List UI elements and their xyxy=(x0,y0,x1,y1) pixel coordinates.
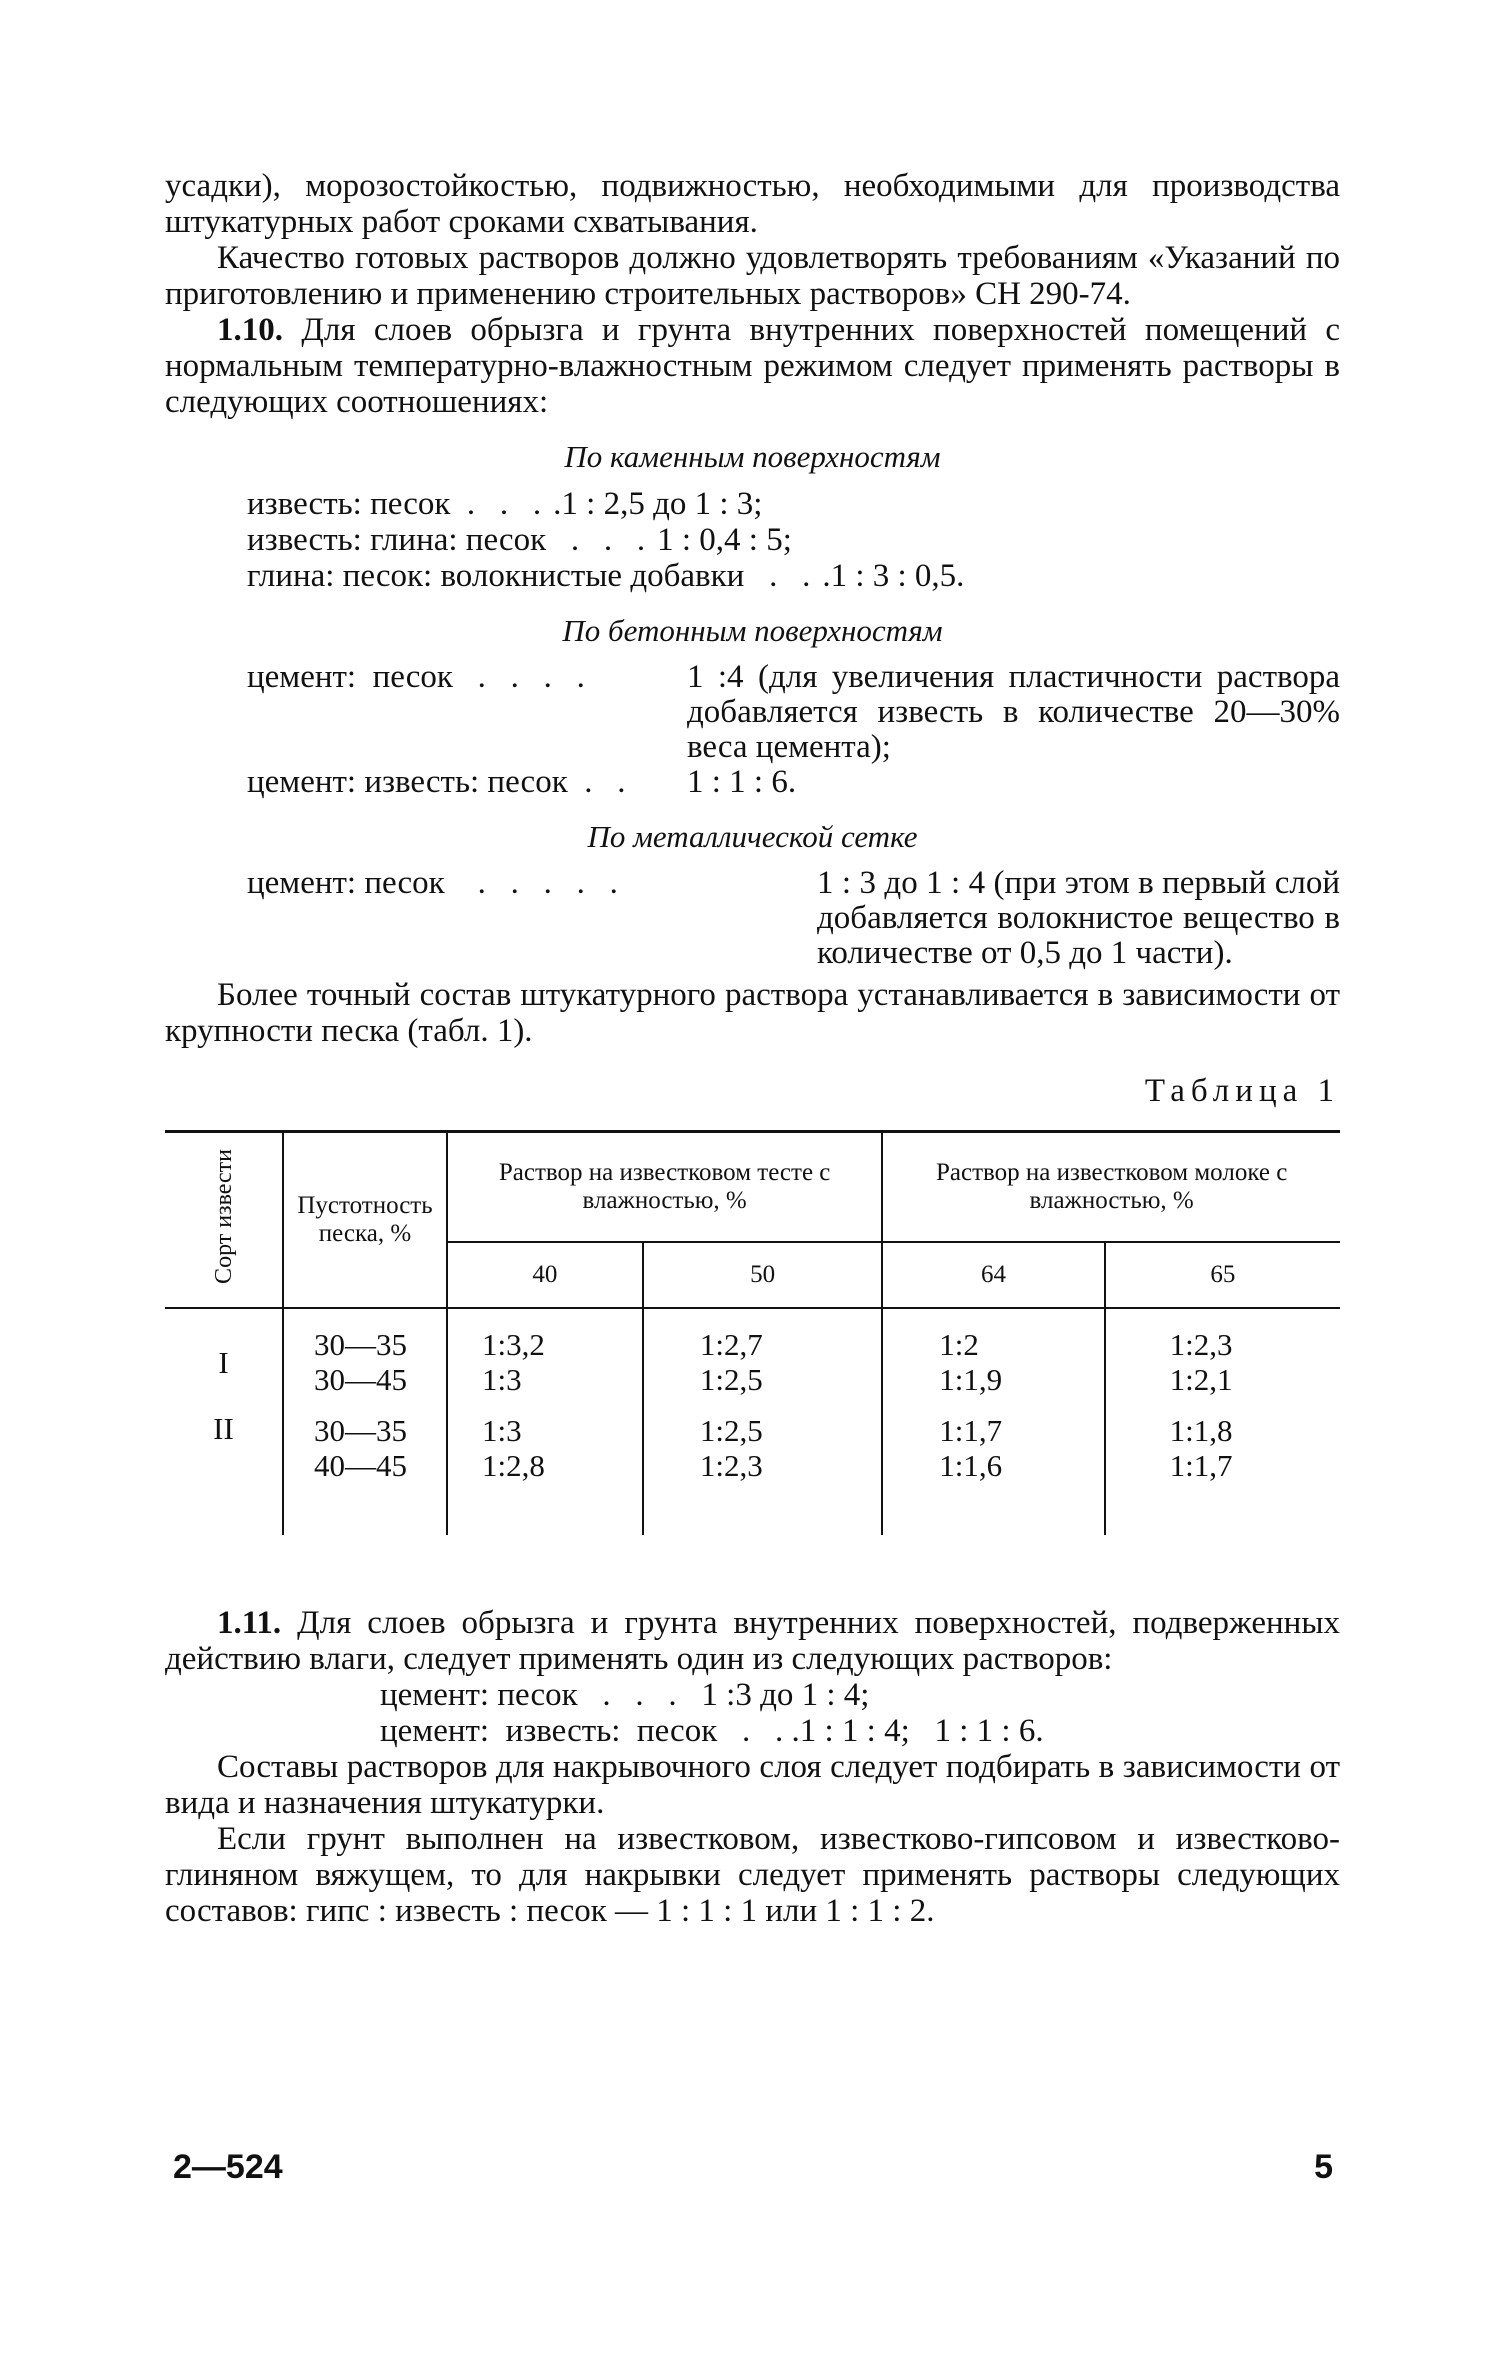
value: .1 : 3 : 0,5. xyxy=(822,558,965,594)
label: цемент: песок xyxy=(380,1676,578,1713)
stone-row-1 xyxy=(247,486,1340,522)
cell-void: 30—35 40—45 xyxy=(283,1397,447,1535)
value: .1 : 2,5 до 1 : 3; xyxy=(553,486,763,522)
label: цемент: песок . . . . . xyxy=(247,865,618,901)
dots: . . xyxy=(744,558,811,594)
dots: . . xyxy=(717,1712,784,1749)
cell-sort: I xyxy=(165,1308,283,1397)
value: 1 : 3 до 1 : 4 (при этом в первый слой добавляется волокнистое вещество в количестве от 0,5 до 1 части). xyxy=(817,865,1340,971)
col-milk: Раствор на известковом молоке с влажностью, % xyxy=(882,1132,1340,1242)
value: 1 : 0,4 : 5; xyxy=(657,522,792,558)
dots: . . . xyxy=(577,1676,677,1713)
paragraph-1-11 xyxy=(165,1605,1340,1677)
stone-row-2 xyxy=(247,522,1340,558)
col-sort xyxy=(165,1132,283,1308)
dots: . . . xyxy=(450,486,542,522)
concrete-row-1 xyxy=(247,660,1340,765)
sub-50: 50 xyxy=(643,1242,882,1308)
table-caption: Таблица 1 xyxy=(1144,1073,1340,1109)
dots: . . . xyxy=(546,522,646,558)
stone-row-3 xyxy=(247,558,1340,594)
page-footer xyxy=(173,2148,1333,2187)
paragraph-1-10 xyxy=(165,312,1340,420)
value: .1 : 1 : 4; 1 : 1 : 6. xyxy=(783,1712,1044,1749)
label: цемент: известь: песок . . xyxy=(247,764,626,800)
mesh-list xyxy=(165,866,1340,971)
heading-mesh: По металлической сетке xyxy=(587,819,918,854)
cell-sort: II xyxy=(165,1397,283,1535)
paragraph-4: Более точный состав штукатурного раствора устанавливается в зависимости от крупности песка (табл. 1). xyxy=(165,977,1340,1049)
label: глина: песок: волокнистые добавки xyxy=(247,558,745,594)
signature-mark: 2—524 xyxy=(173,2148,283,2186)
clause-number: 1.10. xyxy=(217,312,283,348)
value: 1 :3 до 1 : 4; xyxy=(676,1676,870,1713)
concrete-row-2 xyxy=(247,765,1340,800)
col-paste: Раствор на известковом тесте с влажностью, % xyxy=(447,1132,882,1242)
sub-64: 64 xyxy=(882,1242,1104,1308)
paragraph-1-11-text: Для слоев обрызга и грунта внутренних поверхностей, подверженных действию влаги, следует применять один из следующих растворов: xyxy=(165,1604,1341,1677)
cell-c1: 1:3 1:2,8 xyxy=(447,1397,643,1535)
cell-c4: 1:1,8 1:1,7 xyxy=(1169,1412,1233,1483)
label: известь: глина: песок xyxy=(247,522,547,558)
cell-c2: 1:2,5 1:2,3 xyxy=(643,1397,882,1535)
label: цемент: песок . . . . xyxy=(247,659,585,695)
list-row-2 xyxy=(380,1713,1340,1749)
table-row xyxy=(165,1308,1340,1397)
col-void: Пустотность песка, % xyxy=(283,1132,447,1308)
heading-concrete: По бетонным поверхностям xyxy=(562,613,943,648)
mesh-row-1 xyxy=(247,866,1340,971)
page-number: 5 xyxy=(1314,2148,1333,2186)
heading-stone: По каменным поверхностям xyxy=(564,439,941,474)
cell-c1: 1:3,2 1:3 xyxy=(447,1308,643,1397)
mortar-table xyxy=(165,1130,1340,1535)
sub-65: 65 xyxy=(1105,1242,1340,1308)
paragraph-7: Если грунт выполнен на известковом, известково-гипсовом и известково-глиняном вяжущем, то для накрывки следует применять растворы следующих составов: гипс : известь : песок — 1 : 1 : 1 или 1 : 1 : 2. xyxy=(165,1820,1340,1929)
paragraph-2: Качество готовых растворов должно удовлетворять требованиям «Указаний по приготовлению и применению строительных растворов» СН 290-74. xyxy=(165,240,1340,312)
stone-list xyxy=(165,486,1340,594)
paragraph-1: усадки), морозостойкостью, подвижностью, необходимыми для производства штукатурных работ сроками схватывания. xyxy=(165,168,1340,240)
cell-c4: 1:2,3 1:2,1 xyxy=(1169,1326,1233,1397)
cell-void: 30—35 30—45 xyxy=(283,1308,447,1397)
value: 1 :4 (для увеличения пластичности раствора добавляется известь в количестве 20—30% веса цемента); xyxy=(687,659,1340,765)
paragraph-1-10-text: Для слоев обрызга и грунта внутренних поверхностей помещений с нормальным температурно-влажностным режимом следует применять растворы в следующих соотношениях: xyxy=(165,312,1341,420)
cell-c3: 1:2 1:1,9 xyxy=(882,1308,1104,1397)
list-row-1 xyxy=(380,1677,1340,1713)
header-sort: Сорт извести xyxy=(210,1148,237,1284)
clause-number: 1.11. xyxy=(217,1604,282,1641)
concrete-list xyxy=(165,660,1340,800)
table-row xyxy=(165,1397,1340,1535)
cell-c3: 1:1,7 1:1,6 xyxy=(882,1397,1104,1535)
sub-40: 40 xyxy=(447,1242,643,1308)
label: цемент: известь: песок xyxy=(380,1712,718,1749)
value: 1 : 1 : 6. xyxy=(687,764,797,800)
page-body xyxy=(165,168,1340,1929)
list-1-11 xyxy=(165,1677,1340,1749)
cell-c2: 1:2,7 1:2,5 xyxy=(643,1308,882,1397)
paragraph-6: Составы растворов для накрывочного слоя следует подбирать в зависимости от вида и назначения штукатурки. xyxy=(165,1748,1340,1821)
label: известь: песок xyxy=(247,486,451,522)
